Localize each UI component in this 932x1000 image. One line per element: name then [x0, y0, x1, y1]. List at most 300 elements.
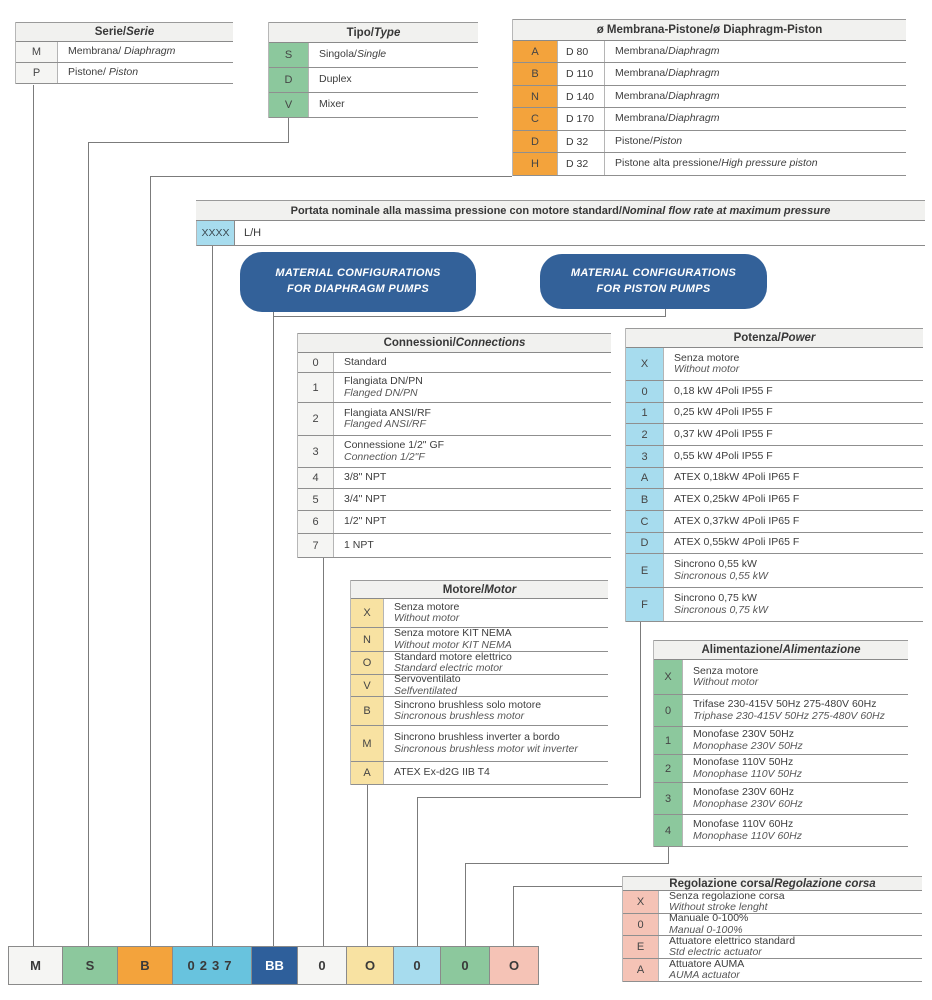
code-cell: 0 [623, 914, 659, 935]
description-it: Duplex [319, 73, 352, 86]
table-row [654, 783, 908, 815]
table-row [298, 436, 611, 468]
description-cell [664, 381, 923, 402]
description-line [344, 516, 611, 528]
description-cell [664, 403, 923, 423]
description-cell [334, 353, 611, 372]
description-sub-en: Without motor [394, 612, 460, 624]
description-it: Senza regolazione corsa [669, 891, 785, 902]
description-it: Standard [344, 355, 387, 368]
code-cell: X [654, 660, 683, 694]
description-en: Piston [105, 66, 139, 79]
description-line [394, 675, 608, 686]
description-it: Sincrono 0,75 kW [674, 592, 757, 604]
connector-line [665, 309, 666, 317]
model-code-box: O [490, 947, 538, 984]
table-title-en: Connections [455, 337, 526, 349]
description-cell [605, 63, 906, 85]
description-cell [309, 68, 478, 92]
table-row [269, 43, 478, 68]
flow-rate-title-en: Nominal flow rate at maximum pressure [621, 204, 831, 217]
description-it: Monofase 230V 50Hz [693, 728, 794, 740]
description-it: Sincrono brushless inverter a bordo [394, 731, 560, 743]
table-row [626, 403, 923, 424]
description-cell [664, 348, 923, 380]
connector-line [323, 558, 324, 946]
description-it: Singola/ [319, 48, 357, 61]
table-row [623, 959, 922, 982]
table-row [298, 534, 611, 558]
diameter-cell: D 110 [558, 63, 605, 85]
description-sub-en: Sincronous 0,55 kW [674, 569, 768, 582]
table-row [654, 660, 908, 695]
description-cell [683, 660, 908, 694]
description-it: ATEX 0,25kW 4Poli IP65 F [674, 492, 800, 505]
table-row [298, 511, 611, 534]
description-cell [384, 726, 608, 761]
code-cell: M [351, 726, 384, 761]
description-it: 0,18 kW 4Poli IP55 F [674, 384, 773, 397]
table-alimentazione [653, 640, 908, 847]
code-cell: 0 [626, 381, 664, 402]
description-line [693, 729, 908, 741]
description-cell [664, 468, 923, 488]
code-cell: O [351, 652, 384, 674]
description-it: Attuatore elettrico standard [669, 936, 796, 947]
table-row [298, 468, 611, 489]
table-row [626, 468, 923, 489]
code-cell: 3 [654, 783, 683, 814]
description-line [693, 787, 908, 799]
table-title [269, 22, 478, 43]
table-title [16, 22, 233, 42]
code-cell: D [626, 533, 664, 553]
description-it: Pistone/ [615, 134, 653, 147]
connector-line [513, 886, 514, 946]
description-cell [605, 108, 906, 130]
connector-line [668, 847, 669, 863]
description-it: Standard motore elettrico [394, 652, 512, 663]
description-en: Piston [652, 134, 683, 147]
table-row [626, 381, 923, 403]
description-sub-en: AUMA actuator [669, 969, 740, 981]
description-it: Pistone alta pressione/ [615, 157, 722, 170]
table-row [269, 93, 478, 118]
table-title-it: Tipo/ [346, 26, 374, 39]
table-title-en: Power [780, 332, 816, 344]
description-sub-en: Monophase 230V 50Hz [693, 739, 803, 752]
description-cell [384, 697, 608, 725]
description-line [674, 407, 923, 419]
table-row [626, 533, 923, 554]
code-cell: C [513, 108, 558, 130]
code-cell: 5 [298, 489, 334, 510]
table-row [351, 762, 608, 785]
connector-line [367, 785, 368, 946]
description-line [344, 540, 611, 552]
description-it: Monofase 230V 60Hz [693, 786, 794, 798]
description-en: Single [356, 48, 387, 61]
description-line [669, 914, 922, 925]
description-en: Diaphragm [121, 45, 176, 58]
table-row [351, 628, 608, 652]
connector-line [273, 312, 274, 946]
description-it: Mixer [319, 98, 345, 111]
code-cell: P [16, 63, 58, 83]
description-cell [664, 533, 923, 553]
description-cell [309, 93, 478, 117]
code-cell: 7 [298, 534, 334, 557]
description-it: Membrana/ [615, 44, 669, 57]
description-it: Monofase 110V 60Hz [693, 818, 794, 830]
description-en: Diaphragm [668, 67, 720, 80]
table-row [626, 588, 923, 622]
description-it: 0,25 kW 4Poli IP55 F [674, 406, 773, 419]
flow-rate-unit-cell: L/H [244, 227, 262, 239]
description-line [674, 494, 923, 506]
description-line [615, 113, 906, 125]
code-cell: E [623, 936, 659, 958]
description-line [394, 767, 608, 779]
description-sub-en: Manual 0-100% [669, 923, 743, 935]
description-sub-en: Without motor KIT NEMA [394, 638, 512, 651]
description-line [615, 68, 906, 80]
code-cell: 2 [626, 424, 664, 445]
description-it: Flangiata DN/PN [344, 375, 423, 387]
table-row [513, 86, 906, 108]
code-cell: 3 [626, 446, 664, 467]
description-it: Connessione 1/2" GF [344, 439, 445, 451]
connector-line [150, 176, 512, 177]
description-cell [334, 489, 611, 510]
description-cell [309, 43, 478, 67]
description-sub-en: Sincronous brushless motor [394, 710, 525, 722]
description-sub-en: Triphase 230-415V 50Hz 275-480V 60Hz [693, 709, 885, 722]
table-title-en: Serie [126, 26, 155, 38]
table-row [654, 755, 908, 783]
connector-line [150, 176, 151, 946]
code-cell: H [513, 153, 558, 175]
code-cell: X [623, 891, 659, 913]
table-row [351, 726, 608, 762]
description-line [319, 99, 478, 111]
code-cell: 0 [654, 695, 683, 726]
table-row [513, 41, 906, 63]
description-cell [659, 891, 922, 913]
description-cell [58, 63, 233, 83]
table-row [623, 936, 922, 959]
description-sub-en: Monophase 110V 50Hz [693, 767, 802, 780]
description-it: 0,37 kW 4Poli IP55 F [674, 427, 773, 440]
description-cell [384, 652, 608, 674]
description-it: Senza motore [674, 351, 740, 364]
table-title-en: ø Diaphragm-Piston [713, 24, 823, 36]
table-row [16, 42, 233, 63]
description-line [674, 429, 923, 441]
table-title-en: Motor [484, 583, 517, 596]
connector-line [288, 118, 289, 142]
diameter-cell: D 170 [558, 108, 605, 130]
description-it: Membrana/ [615, 89, 669, 102]
description-it: Servoventilato [394, 675, 461, 685]
table-regolazione [622, 876, 922, 982]
description-cell [384, 762, 608, 784]
code-cell: V [351, 675, 384, 696]
connector-line [417, 797, 418, 946]
description-line [615, 46, 906, 58]
connector-line [465, 863, 466, 946]
description-sub-en: Selfventilated [394, 684, 458, 696]
description-line [344, 357, 611, 369]
table-title-it: ø Membrana-Pistone/ [596, 24, 714, 36]
code-cell: S [269, 43, 309, 67]
description-cell [683, 727, 908, 754]
description-it: Trifase 230-415V 50Hz 275-480V 60Hz [693, 698, 877, 710]
material-config-diaphragm-box: MATERIAL CONFIGURATIONS FOR DIAPHRAGM PUMPS [240, 252, 476, 312]
table-row [626, 489, 923, 511]
table-title-en: Regolazione corsa [774, 877, 876, 890]
description-sub-en: Std electric actuator [669, 946, 762, 958]
description-it: ATEX 0,37kW 4Poli IP65 F [674, 514, 800, 527]
description-line [319, 49, 478, 61]
description-cell [605, 131, 906, 152]
description-cell [334, 373, 611, 402]
description-it: Attuatore AUMA [669, 959, 745, 970]
table-row [626, 446, 923, 468]
table-row [513, 108, 906, 131]
description-line [674, 386, 923, 398]
table-row [298, 373, 611, 403]
table-row [513, 63, 906, 86]
description-sub-en: Without motor [674, 363, 740, 375]
table-row [298, 489, 611, 511]
description-it: Senza motore [693, 664, 759, 677]
description-cell [664, 424, 923, 445]
description-sub-en: Standard electric motor [394, 662, 503, 674]
description-line [394, 732, 608, 744]
description-sub-en: Connection 1/2"F [344, 450, 425, 463]
code-cell: 2 [298, 403, 334, 435]
table-title-it: Connessioni/ [383, 337, 456, 349]
connector-line [33, 85, 34, 946]
table-row [626, 348, 923, 381]
description-line [615, 91, 906, 103]
material-config-piston-box: MATERIAL CONFIGURATIONS FOR PISTON PUMPS [540, 254, 767, 309]
table-title-en: Alimentazione [782, 644, 861, 656]
table-row [623, 914, 922, 936]
description-cell [683, 815, 908, 846]
code-cell: 4 [654, 815, 683, 846]
description-cell [384, 599, 608, 627]
description-it: ATEX Ex-d2G IIB T4 [394, 766, 490, 779]
table-row [626, 511, 923, 533]
code-cell: N [513, 86, 558, 107]
connector-line [513, 886, 622, 887]
table-title-it: Motore/ [442, 583, 485, 596]
code-cell: M [16, 42, 58, 62]
table-serie [15, 22, 233, 84]
description-line [693, 819, 908, 831]
table-tipo [268, 22, 478, 118]
table-title-it: Regolazione corsa/ [669, 877, 775, 890]
description-en: Diaphragm [668, 44, 720, 57]
table-title-en: Type [373, 26, 401, 39]
diameter-cell: D 140 [558, 86, 605, 107]
table-connessioni [297, 333, 611, 558]
description-it: ATEX 0,18kW 4Poli IP65 F [674, 471, 800, 484]
description-line [319, 74, 478, 86]
description-cell [659, 936, 922, 958]
description-it: Sincrono brushless solo motore [394, 698, 542, 711]
model-code-box: 0237 [173, 947, 252, 984]
table-title [351, 580, 608, 599]
description-cell [384, 628, 608, 651]
description-line [674, 451, 923, 463]
description-line [693, 699, 908, 711]
table-row [351, 652, 608, 675]
description-line [615, 158, 906, 170]
description-en: High pressure piston [721, 157, 818, 170]
code-cell: B [351, 697, 384, 725]
code-cell: A [513, 41, 558, 62]
description-en: Diaphragm [668, 112, 720, 125]
code-cell: E [626, 554, 664, 587]
table-membrana [512, 19, 906, 176]
table-row [654, 815, 908, 847]
description-cell [334, 468, 611, 488]
code-cell: N [351, 628, 384, 651]
connector-line [465, 863, 669, 864]
description-cell [334, 436, 611, 467]
table-row [269, 68, 478, 93]
table-title-it: Serie/ [94, 26, 127, 38]
code-cell: A [623, 959, 659, 981]
description-it: 3/4" NPT [344, 492, 387, 505]
description-line [615, 136, 906, 148]
table-row [16, 63, 233, 84]
description-sub-en: Sincronous brushless motor wit inverter [394, 742, 578, 755]
table-row [351, 697, 608, 726]
description-cell [664, 511, 923, 532]
description-cell [605, 86, 906, 107]
table-title-it: Potenza/ [733, 332, 781, 344]
diameter-cell: D 32 [558, 153, 605, 175]
code-cell: A [351, 762, 384, 784]
table-title-it: Alimentazione/ [701, 644, 783, 656]
code-cell: 6 [298, 511, 334, 533]
table-title [626, 328, 923, 348]
description-line [68, 46, 233, 58]
model-code-box: 0 [394, 947, 441, 984]
code-cell: 4 [298, 468, 334, 488]
code-cell: D [513, 131, 558, 152]
description-line [674, 516, 923, 528]
description-it: Manuale 0-100% [669, 914, 749, 924]
description-it: 0,55 kW 4Poli IP55 F [674, 449, 773, 462]
connector-line [88, 142, 289, 143]
connector-line [273, 316, 665, 317]
description-line [68, 67, 233, 79]
description-line [344, 494, 611, 506]
description-cell [664, 489, 923, 510]
table-title [513, 19, 906, 41]
description-line [344, 376, 611, 388]
description-it: Flangiata ANSI/RF [344, 406, 431, 419]
description-cell [384, 675, 608, 696]
table-row [626, 554, 923, 588]
description-cell [605, 41, 906, 62]
table-potenza [625, 328, 923, 622]
table-row [513, 131, 906, 153]
model-code-box: 0 [441, 947, 490, 984]
description-cell [683, 755, 908, 782]
description-sub-en: Monophase 110V 60Hz [693, 829, 802, 842]
connector-line [212, 246, 213, 946]
code-cell: 0 [298, 353, 334, 372]
description-it: 1/2" NPT [344, 515, 387, 528]
table-motore [350, 580, 608, 785]
description-line [344, 440, 611, 452]
code-cell: A [626, 468, 664, 488]
description-line [674, 593, 923, 605]
description-cell [683, 783, 908, 814]
code-cell: 3 [298, 436, 334, 467]
description-line [394, 628, 608, 640]
description-cell [659, 959, 922, 981]
code-cell: 1 [298, 373, 334, 402]
description-line [674, 472, 923, 484]
model-code-row [8, 946, 539, 985]
description-cell [659, 914, 922, 935]
model-code-box: M [9, 947, 63, 984]
code-cell: F [626, 588, 664, 621]
code-cell: D [269, 68, 309, 92]
diameter-cell: D 32 [558, 131, 605, 152]
description-cell [58, 42, 233, 62]
model-code-box: BB [252, 947, 298, 984]
table-row [351, 675, 608, 697]
description-it: ATEX 0,55kW 4Poli IP65 F [674, 536, 800, 549]
table-title [654, 640, 908, 660]
table-row [623, 891, 922, 914]
table-row [298, 403, 611, 436]
model-code-box: B [118, 947, 173, 984]
code-cell: B [513, 63, 558, 85]
table-row [654, 727, 908, 755]
description-it: Monofase 110V 50Hz [693, 756, 794, 768]
description-sub-en: Flanged DN/PN [344, 386, 418, 399]
code-cell: 2 [654, 755, 683, 782]
code-cell: V [269, 93, 309, 117]
description-it: Membrana/ [615, 112, 669, 125]
description-cell [664, 554, 923, 587]
flow-rate-code-cell: XXXX [197, 221, 235, 245]
connector-line [417, 797, 641, 798]
description-line [674, 559, 923, 571]
description-it: Senza motore KIT NEMA [394, 628, 512, 639]
flow-rate-title [196, 200, 925, 221]
description-sub-en: Sincronous 0,75 kW [674, 603, 768, 616]
code-cell: X [351, 599, 384, 627]
code-cell: 1 [626, 403, 664, 423]
description-cell [334, 534, 611, 557]
description-cell [605, 153, 906, 175]
code-cell: 1 [654, 727, 683, 754]
description-line [693, 757, 908, 769]
description-cell [664, 588, 923, 621]
description-cell [334, 511, 611, 533]
table-title [623, 876, 922, 891]
